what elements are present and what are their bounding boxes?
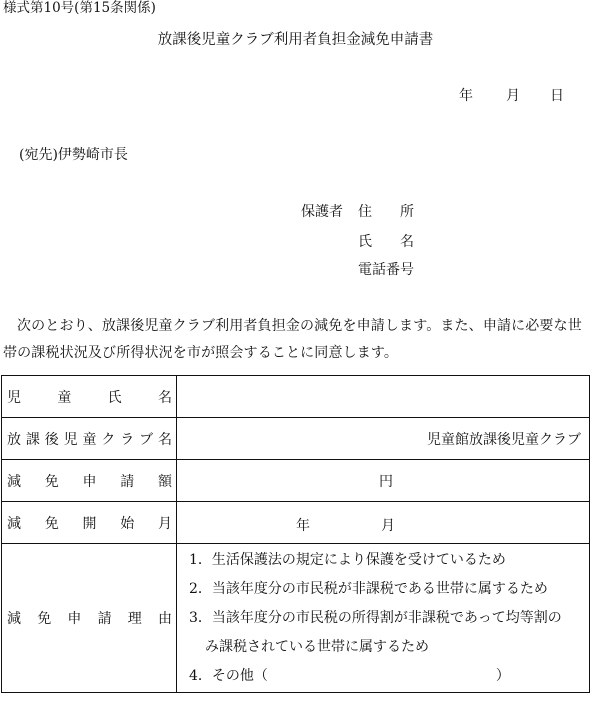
- club-name-field[interactable]: [177, 418, 590, 460]
- start-year-label: 年: [296, 518, 310, 534]
- start-month-label: 月: [381, 518, 395, 534]
- child-name-field[interactable]: [177, 376, 590, 418]
- name-label: 氏名: [358, 234, 442, 250]
- reason-option-2[interactable]: 2．当該年度分の市民税が非課税である世帯に属するため: [189, 580, 548, 597]
- table-row: [2, 460, 590, 502]
- document-title: 放課後児童クラブ利用者負担金減免申請書: [157, 32, 434, 48]
- address-label: 住所: [358, 204, 442, 220]
- applicant-role-label: 保護者: [301, 204, 343, 220]
- reason-field: [177, 544, 590, 693]
- reason-option-4[interactable]: [189, 662, 589, 691]
- child-name-label-cell: [2, 376, 177, 418]
- amount-label: 減免申請額: [7, 473, 172, 490]
- amount-unit: 円: [379, 473, 393, 490]
- table-row: [2, 502, 590, 544]
- start-month-field[interactable]: [177, 502, 590, 544]
- form-number: 様式第10号(第15条関係): [3, 0, 156, 16]
- date-year-label: 年: [459, 88, 473, 104]
- club-label-cell: [2, 418, 177, 460]
- application-table: [1, 375, 590, 693]
- reason-option-4-label: 4．その他（: [189, 667, 268, 684]
- addressee: (宛先)伊勢崎市長: [19, 147, 128, 163]
- date-day-label: 日: [550, 88, 564, 104]
- consent-statement: 次のとおり、放課後児童クラブ利用者負担金の減免を申請します。また、申請に必要な世帯の課税状況及び所得状況を市が照会することに同意します。: [3, 318, 582, 361]
- reason-other-close-paren: ）: [495, 667, 510, 684]
- reason-label: 減免申請理由: [7, 611, 172, 627]
- start-label-cell: [2, 502, 177, 544]
- amount-label-cell: [2, 460, 177, 502]
- reason-option-1[interactable]: 1．生活保護法の規定により保護を受けているため: [189, 551, 506, 568]
- reason-list: [177, 546, 589, 691]
- reason-label-cell: [2, 544, 177, 693]
- reason-option-3[interactable]: 3．当該年度分の市民税の所得割が非課税であって均等割の: [189, 609, 562, 626]
- reason-option-3-continued: み課税されている世帯に属するため: [205, 638, 429, 655]
- table-row: [2, 544, 590, 693]
- table-row: [2, 376, 590, 418]
- phone-label: 電話番号: [358, 262, 414, 278]
- child-name-label: 児童氏名: [7, 389, 172, 406]
- table-row: [2, 418, 590, 460]
- start-label: 減免開始月: [7, 515, 172, 532]
- club-name-value: 児童館放課後児童クラブ: [427, 431, 581, 448]
- club-label: 放課後児童クラブ名: [7, 431, 172, 448]
- date-month-label: 月: [506, 88, 520, 104]
- amount-field[interactable]: [177, 460, 590, 502]
